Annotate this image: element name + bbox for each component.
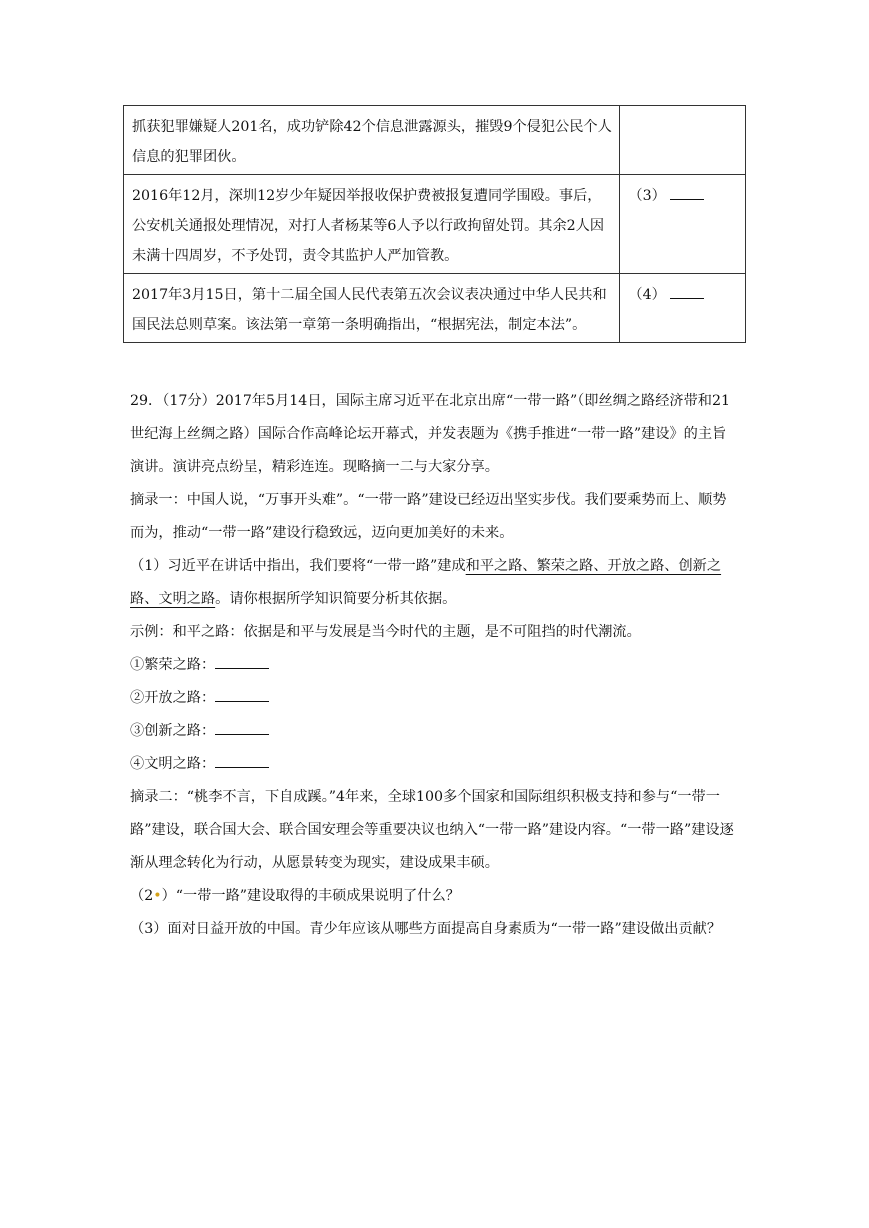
table-cell-answer	[620, 106, 746, 175]
table-cell-text: 抓获犯罪嫌疑人201名，成功铲除42个信息泄露源头，摧毁9个侵犯公民个人信息的犯罪团伙。	[124, 106, 620, 175]
answer-blank[interactable]	[215, 720, 269, 735]
q1-underlined: 和平之路、繁荣之路、开放之路、创新之路、文明之路	[130, 558, 722, 607]
answer-label: （3）	[628, 188, 666, 204]
item-label: ④文明之路：	[130, 756, 216, 772]
item-label: ①繁荣之路：	[130, 657, 216, 673]
table-cell-text: 2016年12月，深圳12岁少年疑因举报收保护费被报复遭同学围殴。事后，公安机关通报处理情况，对打人者杨某等6人予以行政拘留处罚。其余2人因未满十四周岁，不予处罚，责令其监护人严加管教。	[124, 175, 620, 274]
answer-blank[interactable]	[215, 753, 269, 768]
q29-item-2	[130, 682, 740, 715]
table-cell-text: 2017年3月15日，第十二届全国人民代表第五次会议表决通过中华人民共和国民法总则草案。该法第一章第一条明确指出，“根据宪法，制定本法”。	[124, 274, 620, 343]
q29-intro: 29．（17分）2017年5月14日，国际主席习近平在北京出席“一带一路”（即丝绸之路经济带和21世纪海上丝绸之路）国际合作高峰论坛开幕式，并发表题为《携手推进“一带一路”建设》的主旨演讲。演讲亮点纷呈，精彩连连。现略摘一二与大家分享。	[130, 393, 731, 475]
q1-pre: （1）习近平在讲话中指出，我们要将“一带一路”建成	[130, 558, 466, 574]
q2-prefix: （2	[130, 888, 154, 904]
answer-label: （4）	[628, 287, 666, 303]
table-row	[124, 175, 746, 274]
answer-blank[interactable]	[670, 284, 704, 299]
q1-post: 。请你根据所学知识简要分析其依据。	[215, 591, 457, 607]
answer-blank[interactable]	[215, 687, 269, 702]
item-label: ②开放之路：	[130, 690, 216, 706]
question-29	[130, 385, 740, 946]
q29-example: 示例：和平之路：依据是和平与发展是当今时代的主题，是不可阻挡的时代潮流。	[130, 624, 641, 640]
q29-excerpt-1: 摘录一：中国人说，“万事开头难”。“一带一路”建设已经迈出坚实步伐。我们要乘势而上、顺势而为，推动“一带一路”建设行稳致远，迈向更加美好的未来。	[130, 492, 727, 541]
table-row	[124, 274, 746, 343]
q29-item-4	[130, 748, 740, 781]
answer-blank[interactable]	[670, 185, 704, 200]
table-row	[124, 106, 746, 175]
q29-item-1	[130, 649, 740, 682]
table-cell-answer	[620, 274, 746, 343]
answer-blank[interactable]	[215, 654, 269, 669]
item-label: ③创新之路：	[130, 723, 216, 739]
case-table	[123, 105, 746, 343]
q29-item-3	[130, 715, 740, 748]
q2-dot: •	[153, 888, 162, 904]
q29-sub-1	[130, 550, 740, 616]
q2-text: ）“一带一路”建设取得的丰硕成果说明了什么？	[161, 888, 460, 904]
q29-sub-3: （3）面对日益开放的中国。青少年应该从哪些方面提高自身素质为“一带一路”建设做出贡献？	[130, 921, 722, 937]
q29-excerpt-2: 摘录二：“桃李不言，下自成蹊。”4年来，全球100多个国家和国际组织积极支持和参与“一带一路”建设，联合国大会、联合国安理会等重要决议也纳入“一带一路”建设内容。“一带一路”建设逐渐从理念转化为行动，从愿景转变为现实，建设成果丰硕。	[130, 789, 734, 871]
table-cell-answer	[620, 175, 746, 274]
q29-sub-2	[130, 880, 740, 913]
